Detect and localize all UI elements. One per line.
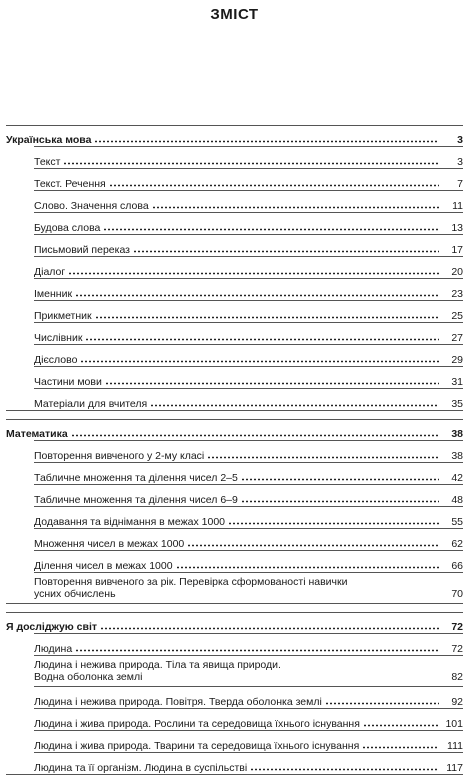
toc-entry[interactable] — [34, 572, 463, 603]
dot-leader — [176, 566, 439, 569]
toc-entry[interactable] — [34, 752, 463, 774]
toc-page-number: 48 — [451, 494, 463, 506]
toc-entry-label: Ділення чисел в межах 1000 — [34, 560, 173, 572]
toc-entry-label: Частини мови — [34, 376, 102, 388]
dot-leader — [75, 649, 439, 652]
toc-section — [6, 419, 463, 604]
toc-subject-row[interactable] — [6, 126, 463, 146]
toc-entry[interactable] — [34, 440, 463, 462]
toc-page-number: 55 — [451, 516, 463, 528]
toc-page-number: 23 — [451, 288, 463, 300]
toc-subject-row[interactable] — [6, 613, 463, 633]
toc-subject-label: Математика — [6, 428, 68, 440]
toc-entry-label: Людина та її організм. Людина в суспільстві — [34, 762, 248, 774]
toc-entry-line: усних обчислень — [34, 588, 116, 600]
toc-entry[interactable] — [34, 655, 463, 686]
toc-page-number: 66 — [451, 560, 463, 572]
dot-leader — [71, 434, 439, 437]
toc-entry-label — [34, 659, 284, 683]
dot-leader — [103, 228, 439, 231]
toc-entry[interactable] — [34, 300, 463, 322]
toc-page-number: 82 — [451, 671, 463, 683]
toc-entry-line: Повторення вивченого за рік. Перевірка сформованості навички — [34, 576, 348, 588]
toc-subject-label: Я досліджую світ — [6, 621, 98, 633]
toc-entry-label: Табличне множення та ділення чисел 2–5 — [34, 472, 238, 484]
toc-entry[interactable] — [34, 278, 463, 300]
toc-entry[interactable] — [34, 528, 463, 550]
dot-leader — [100, 627, 439, 630]
dot-leader — [250, 768, 439, 771]
dot-leader — [109, 184, 439, 187]
dot-leader — [150, 404, 439, 407]
toc-entry[interactable] — [34, 730, 463, 752]
toc-page-number: 3 — [457, 156, 463, 168]
dot-leader — [95, 316, 439, 319]
dot-leader — [80, 360, 439, 363]
dot-leader — [228, 522, 439, 525]
dot-leader — [187, 544, 439, 547]
toc-entry[interactable] — [34, 506, 463, 528]
toc-entry[interactable] — [34, 190, 463, 212]
toc-entry-label: Множення чисел в межах 1000 — [34, 538, 185, 550]
dot-leader — [325, 702, 439, 705]
toc-entry[interactable] — [34, 168, 463, 190]
toc-page-number: 35 — [451, 398, 463, 410]
toc-entry[interactable] — [34, 484, 463, 506]
toc-page-number: 13 — [451, 222, 463, 234]
toc-page-number: 27 — [451, 332, 463, 344]
toc-page-number: 31 — [451, 376, 463, 388]
toc-page-number: 3 — [457, 134, 463, 146]
toc-page-number: 25 — [451, 310, 463, 322]
toc-entry-label: Повторення вивченого у 2-му класі — [34, 450, 205, 462]
toc-entry[interactable] — [34, 146, 463, 168]
toc-page-number: 111 — [447, 740, 463, 752]
toc-entry[interactable] — [34, 708, 463, 730]
toc-entry-label: Слово. Значення слова — [34, 200, 149, 212]
toc-page-number: 38 — [451, 450, 463, 462]
toc-entry-label: Будова слова — [34, 222, 101, 234]
toc-entry[interactable] — [34, 388, 463, 410]
toc-page-number: 101 — [445, 718, 463, 730]
toc-entry-label: Числівник — [34, 332, 83, 344]
toc-entry-label: Людина і нежива природа. Повітря. Тверда оболонка землі — [34, 696, 322, 708]
toc-entry[interactable] — [34, 212, 463, 234]
toc-entry[interactable] — [34, 462, 463, 484]
toc-page-number: 62 — [451, 538, 463, 550]
toc-page-number: 117 — [446, 762, 463, 774]
toc-entry-label: Іменник — [34, 288, 73, 300]
dot-leader — [85, 338, 439, 341]
toc-subject-label: Українська мова — [6, 134, 92, 146]
dot-leader — [105, 382, 439, 385]
toc-entry[interactable] — [34, 256, 463, 278]
toc-entry-label: Матеріали для вчителя — [34, 398, 148, 410]
toc-page-number: 70 — [451, 588, 463, 600]
toc-entry[interactable] — [34, 344, 463, 366]
dot-leader — [363, 724, 439, 727]
toc-entry[interactable] — [34, 686, 463, 708]
dot-leader — [241, 478, 439, 481]
toc-page-number: 17 — [451, 244, 463, 256]
dot-leader — [75, 294, 439, 297]
toc-page-number: 29 — [451, 354, 463, 366]
dot-leader — [241, 500, 439, 503]
toc-entry-label: Додавання та віднімання в межах 1000 — [34, 516, 226, 528]
toc-entry-label: Табличне множення та ділення чисел 6–9 — [34, 494, 238, 506]
toc-subject-row[interactable] — [6, 420, 463, 440]
toc-entry[interactable] — [34, 366, 463, 388]
table-of-contents — [6, 125, 463, 775]
dot-leader — [362, 746, 439, 749]
toc-entry-line: Людина і нежива природа. Тіла та явища природи. — [34, 659, 281, 671]
toc-page-number: 72 — [451, 621, 463, 633]
toc-entry-label: Прикметник — [34, 310, 92, 322]
toc-entry-line: Водна оболонка землі — [34, 671, 143, 683]
toc-entry-label: Діалог — [34, 266, 66, 278]
toc-page-number: 20 — [451, 266, 463, 278]
page-title: ЗМІСТ — [210, 6, 259, 23]
toc-entry[interactable] — [34, 234, 463, 256]
toc-entry[interactable] — [34, 633, 463, 655]
toc-entry-label: Людина і жива природа. Тварини та середовища їхнього існування — [34, 740, 360, 752]
toc-entry-label — [34, 576, 350, 600]
toc-entry[interactable] — [34, 322, 463, 344]
toc-page-number: 72 — [451, 643, 463, 655]
toc-page-number: 42 — [451, 472, 463, 484]
dot-leader — [207, 456, 439, 459]
dot-leader — [68, 272, 439, 275]
toc-page-number: 7 — [457, 178, 463, 190]
toc-section — [6, 612, 463, 775]
toc-page-number: 38 — [451, 428, 463, 440]
dot-leader — [94, 140, 439, 143]
toc-entry-label: Людина — [34, 643, 73, 655]
toc-entry-label: Дієслово — [34, 354, 78, 366]
toc-page-number: 92 — [451, 696, 463, 708]
toc-section — [6, 125, 463, 411]
toc-entry-label: Текст. Речення — [34, 178, 106, 190]
toc-entry-label: Людина і жива природа. Рослини та середовища їхнього існування — [34, 718, 360, 730]
toc-entry-label: Письмовий переказ — [34, 244, 130, 256]
toc-entry-label: Текст — [34, 156, 61, 168]
toc-page-number: 11 — [452, 200, 463, 212]
dot-leader — [63, 162, 439, 165]
dot-leader — [152, 206, 439, 209]
toc-entry[interactable] — [34, 550, 463, 572]
dot-leader — [133, 250, 439, 253]
